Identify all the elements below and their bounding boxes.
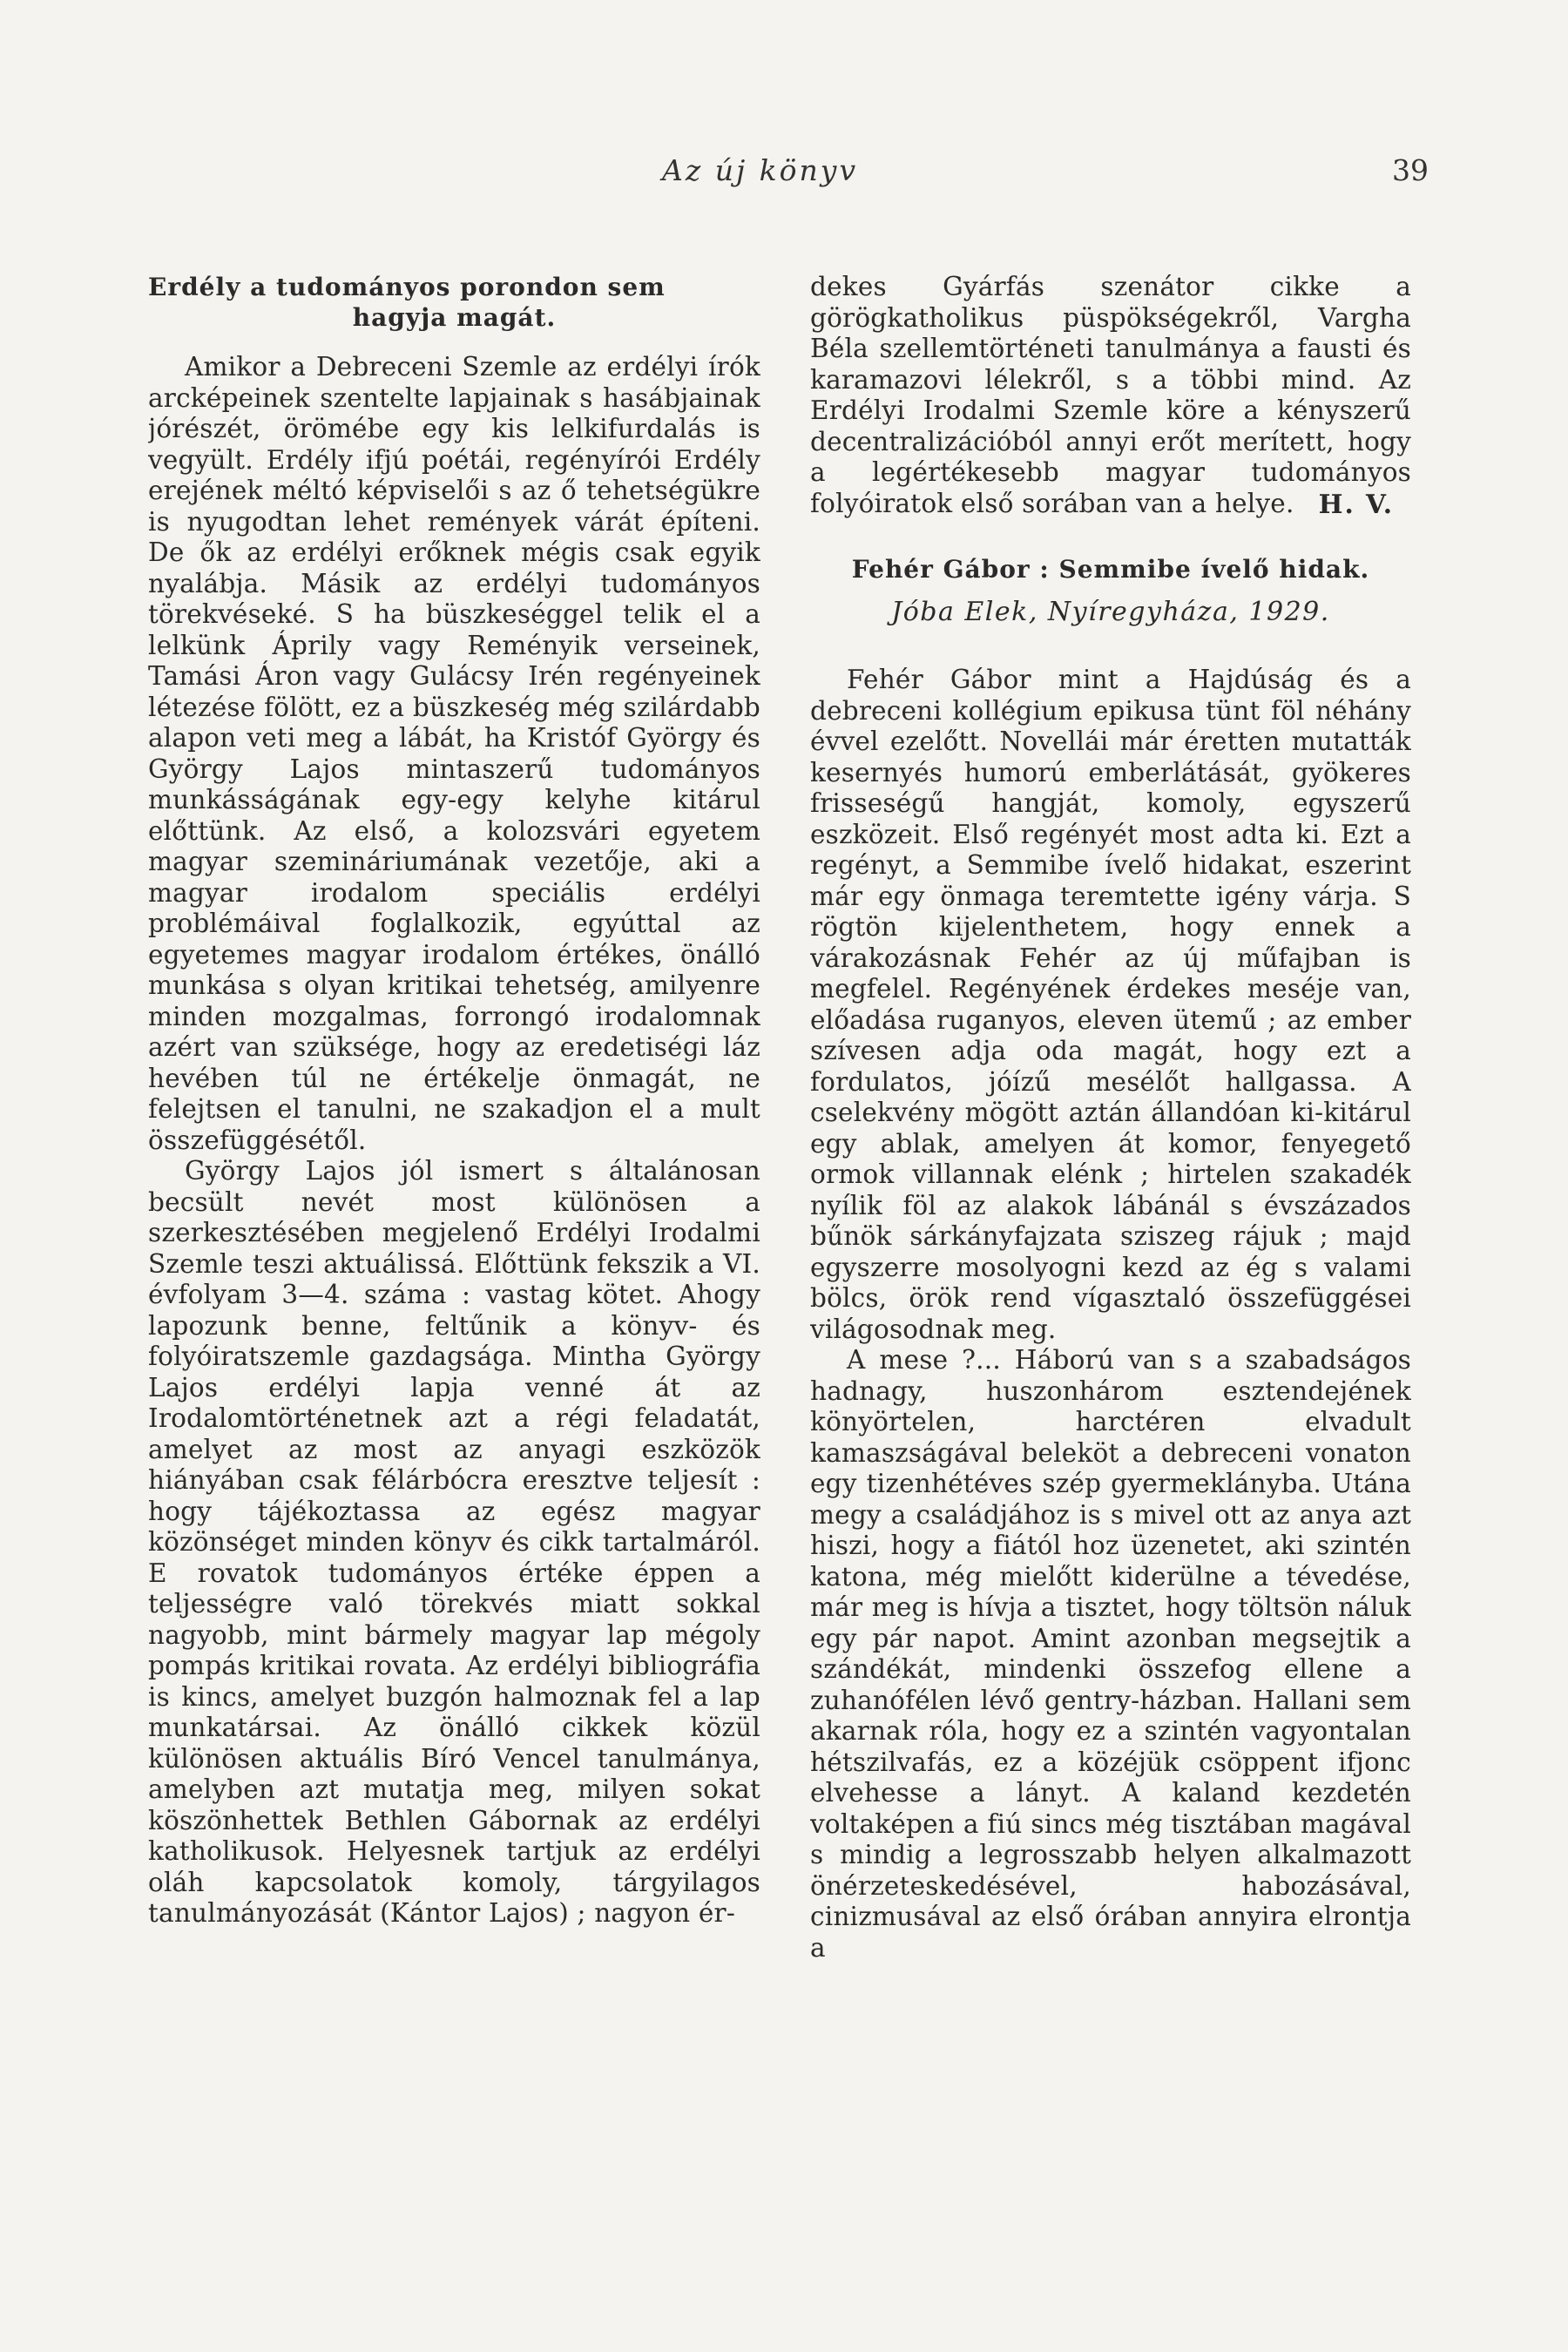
review-heading: Fehér Gábor : Semmibe ívelő hidak.	[851, 555, 1370, 584]
running-title: Az új könyv	[662, 153, 859, 187]
paragraph: György Lajos jól ismert s általánosan becsült nevét most különösen a szerkesztésében megjelenő Erdélyi Irodalmi Szemle teszi aktuálissá. Előttünk fekszik a VI. évfolyam 3—4. száma : vastag kötet. Ahogy lapozunk benne, feltűnik a könyv- és folyóiratszemle gazdagsága. Mintha György Lajos erdélyi lapja venné át az Irodalomtörténetnek azt a régi feladatát, amelyet az most az anyagi eszközök hiányában csak félárbócra eresztve teljesít : hogy tájékoztassa az egész magyar közönséget minden könyv és cikk tartalmáról. E rovatok tudományos értéke éppen a teljességre való törekvés miatt sokkal nagyobb, mint bármely magyar lap mégoly pompás kritikai rovata. Az erdélyi bibliográfia is kincs, amelyet buzgón halmoznak fel a lap munkatársai. Az önálló cikkek közül különösen aktuális Bíró Vencel tanulmánya, amelyben azt mutatja meg, milyen sokat köszönhettek Bethlen Gábornak az erdélyi katholikusok. Helyesnek tartjuk az erdélyi oláh kapcsolatok komoly, tárgyilagos tanulmányozását (Kántor Lajos) ; nagyon ér-	[148, 1156, 760, 1928]
article-heading	[148, 272, 760, 333]
paragraph: Fehér Gábor mint a Hajdúság és a debreceni kollégium epikusa tünt föl néhány évvel ezelőtt. Novellái már éretten mutatták kesernyés humorú emberlátását, gyökeres frisseségű hangját, komoly, egyszerű eszközeit. Első regényét most adta ki. Ezt a regényt, a Semmibe ívelő hidakat, eszerint már egy önmaga teremtette igény várja. S rögtön kijelenthetem, hogy ennek a várakozásnak Fehér az új műfajban is megfelel. Regényének érdekes meséje van, előadása ruganyos, eleven ütemű ; az ember szívesen adja oda magát, hogy ezt a fordulatos, jóízű mesélőt hallgassa. A cselekvény mögött aztán állandóan ki-kitárul egy ablak, amelyen át komor, fenyegető ormok villannak elénk ; hirtelen szakadék nyílik föl az alakok lábánál s évszázados bűnök sárkányfajzata sziszeg rájuk ; majd egyszerre mosolyogni kezd az ég s valami bölcs, örök rend vígasztaló összefüggései világosodnak meg.	[810, 665, 1411, 1344]
author-signature: H. V.	[1318, 488, 1394, 519]
right-column	[810, 272, 1411, 2223]
paragraph: A mese ?... Háború van s a szabadságos hadnagy, huszonhárom esztendejének könyörtelen, harctéren elvadult kamaszságával beleköt a debreceni vonaton egy tizenhétéves szép gyermeklányba. Utána megy a családjához is s mivel ott az anya azt hiszi, hogy a fiától hoz üzenetet, aki szintén katona, még mielőtt kiderülne a tévedése, már meg is hívja a tisztet, hogy töltsön náluk egy pár napot. Amint azonban megsejtik a szándékát, mindenki összefog ellene a zuhanófélen lévő gentry-házban. Hallani sem akarnak róla, hogy ez a szintén vagyontalan hétszilvafás, ez a közéjük csöppent ifjonc elvehesse a lányt. A kaland kezdetén voltaképen a fiú sincs még tisztában magával s mindig a legrosszabb helyen alkalmazott önérzeteskedésével, habozásával, cinizmusával az első órában annyira elrontja a	[810, 1345, 1411, 1963]
continued-paragraph	[810, 272, 1411, 519]
article-heading-line1: Erdély a tudományos porondon sem	[148, 273, 666, 301]
page-number: 39	[1392, 153, 1429, 187]
page-header	[0, 153, 1568, 197]
review-subtitle: Jóba Elek, Nyíregyháza, 1929.	[891, 597, 1330, 627]
continued-text: dekes Gyárfás szenátor cikke a görögkatholikus püspökségekről, Vargha Béla szellemtörténeti tanulmánya a fausti és karamazovi lélekről, s a többi mind. Az Erdélyi Irodalmi Szemle köre a kényszerű decentralizációból annyi erőt merített, hogy a legértékesebb magyar tudományos folyóiratok első sorában van a helye.	[810, 272, 1411, 518]
paragraph: Amikor a Debreceni Szemle az erdélyi írók arcképeinek szentelte lapjainak s hasábjainak jórészét, örömébe egy kis lelkifurdalás is vegyült. Erdély ifjú poétái, regényírói Erdély erejének méltó képviselői s az ő tehetségükre is nyugodtan lehet remények várát építeni. De ők az erdélyi erőknek mégis csak egyik nyalábja. Másik az erdélyi tudományos törekvéseké. S ha büszkeséggel telik el a lelkünk Áprily vagy Reményik verseinek, Tamási Áron vagy Gulácsy Irén regényeinek létezése fölött, ez a büszkeség még szilárdabb alapon veti meg a lábát, ha Kristóf György és György Lajos mintaszerű tudományos munkásságának egy-egy kelyhe kitárul előttünk. Az első, a kolozsvári egyetem magyar szemináriumának vezetője, aki a magyar irodalom speciális erdélyi problémáival foglalkozik, egyúttal az egyetemes magyar irodalom értékes, önálló munkása s olyan kritikai tehetség, amilyenre minden mozgalmas, forrongó irodalomnak azért van szüksége, hogy az eredetiségi láz hevében túl ne értékelje önmagát, ne felejtsen el tanulni, ne szakadjon el a mult összefüggésétől.	[148, 352, 760, 1155]
left-column	[148, 272, 760, 2223]
article-heading-line2: hagyja magát.	[352, 303, 557, 332]
